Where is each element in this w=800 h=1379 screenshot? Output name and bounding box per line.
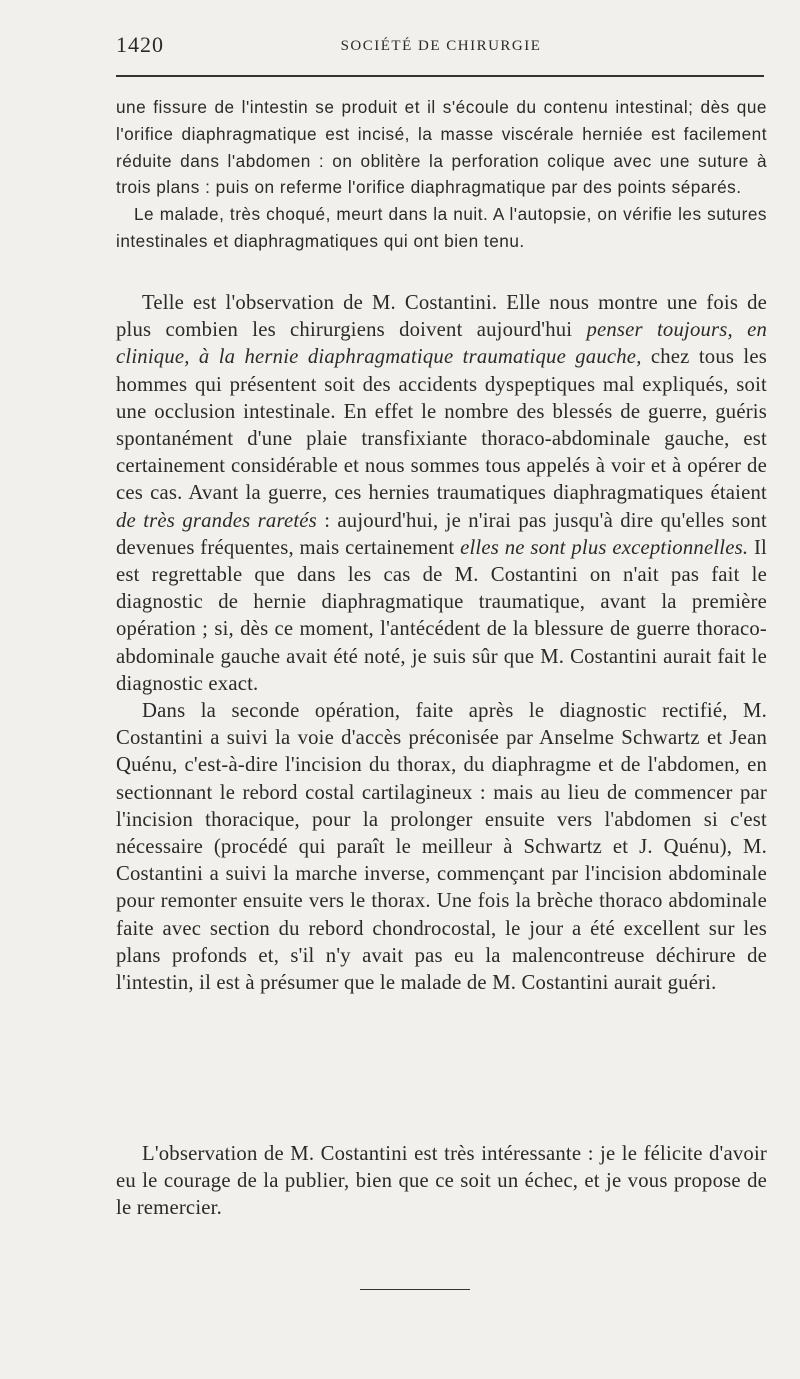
text-run: Telle est l'observation de M. Costantini. Elle nous montre une fois de plus combien les chirurgiens doivent aujourd'hui — [116, 292, 767, 342]
case-report-paragraph-1: une fissure de l'intestin se produit et il s'écoule du contenu intestinal; dès que l'orifice diaphragmatique est incisé, la masse viscérale herniée est facilement réduite dans l'abdomen : on oblitère la perforation colique avec une suture à trois plans : puis on referme l'orifice diaphragmatique par des points séparés. — [116, 97, 767, 198]
end-rule — [360, 1289, 470, 1290]
running-head: SOCIÉTÉ DE CHIRURGIE — [340, 38, 542, 54]
text-run: : aujourd'hui, je n'irai pas jusqu'à dire qu'elles sont devenues fréquentes, mais certainement — [116, 509, 767, 559]
case-report-paragraph-2: Le malade, très choqué, meurt dans la nuit. A l'autopsie, on vérifie les sutures intestinales et diaphragmatiques qui ont bien tenu. — [116, 204, 767, 251]
header-rule — [116, 75, 764, 77]
page-number: 1420 — [116, 32, 164, 57]
emphasis-text: elles ne sont plus exceptionnelles. — [460, 536, 749, 559]
page-header — [116, 32, 766, 62]
commentary-paragraph-2: Dans la seconde opération, faite après le diagnostic rectifié, M. Costantini a suivi la voie d'accès préconisée par Anselme Schwartz et Jean Quénu, c'est-à-dire l'incision du thorax, du diaphragme et de l'abdomen, en sectionnant le rebord costal cartilagineux : mais au lieu de commencer par l'incision thoracique, pour la prolonger ensuite vers l'abdomen si c'est nécessaire (procédé qui paraît le meilleur à Schwartz et J. Quénu), M. Costantini a suivi la marche inverse, commençant par l'incision abdominale pour remonter ensuite vers le thorax. Une fois la brèche thoraco abdominale faite avec section du rebord chondrocostal, le jour a été excellent sur les plans profonds et, s'il n'y avait pas eu la malencontreuse déchirure de l'intestin, il est à présumer que le malade de M. Costantini aurait guéri. — [116, 700, 767, 995]
emphasis-text: penser toujours, en clinique, à la hernie diaphragmatique traumatique gauche, — [116, 319, 768, 369]
text-run: Il est regrettable que dans les cas de M. Costantini on n'ait pas fait le diagnostic de hernie diaphragmatique traumatique, avant la première opération ; si, dès ce moment, l'antécédent de la blessure de guerre thoraco-abdominale gauche avait été noté, je suis sûr que M. Costantini aurait fait le diagnostic exact. — [116, 536, 767, 695]
text-run: chez tous les hommes qui présentent soit des accidents dyspeptiques mal expliqués, soit une occlusion intestinale. En effet le nombre des blessés de guerre, guéris spontanément d'une plaie transfixiante thoraco-abdominale gauche, est certainement considérable et nous sommes tous appelés à voir et à opérer de ces cas. Avant la guerre, ces hernies traumatiques diaphragmatiques étaient — [116, 346, 767, 505]
conclusion-text — [116, 1141, 767, 1223]
case-report-text — [116, 94, 767, 255]
emphasis-text: de très grandes raretés — [116, 509, 317, 532]
conclusion-paragraph: L'observation de M. Costantini est très intéressante : je le félicite d'avoir eu le courage de la publier, bien que ce soit un échec, et je vous propose de le remercier. — [116, 1143, 767, 1220]
commentary-paragraph-1 — [116, 290, 767, 698]
commentary-text — [116, 290, 767, 997]
